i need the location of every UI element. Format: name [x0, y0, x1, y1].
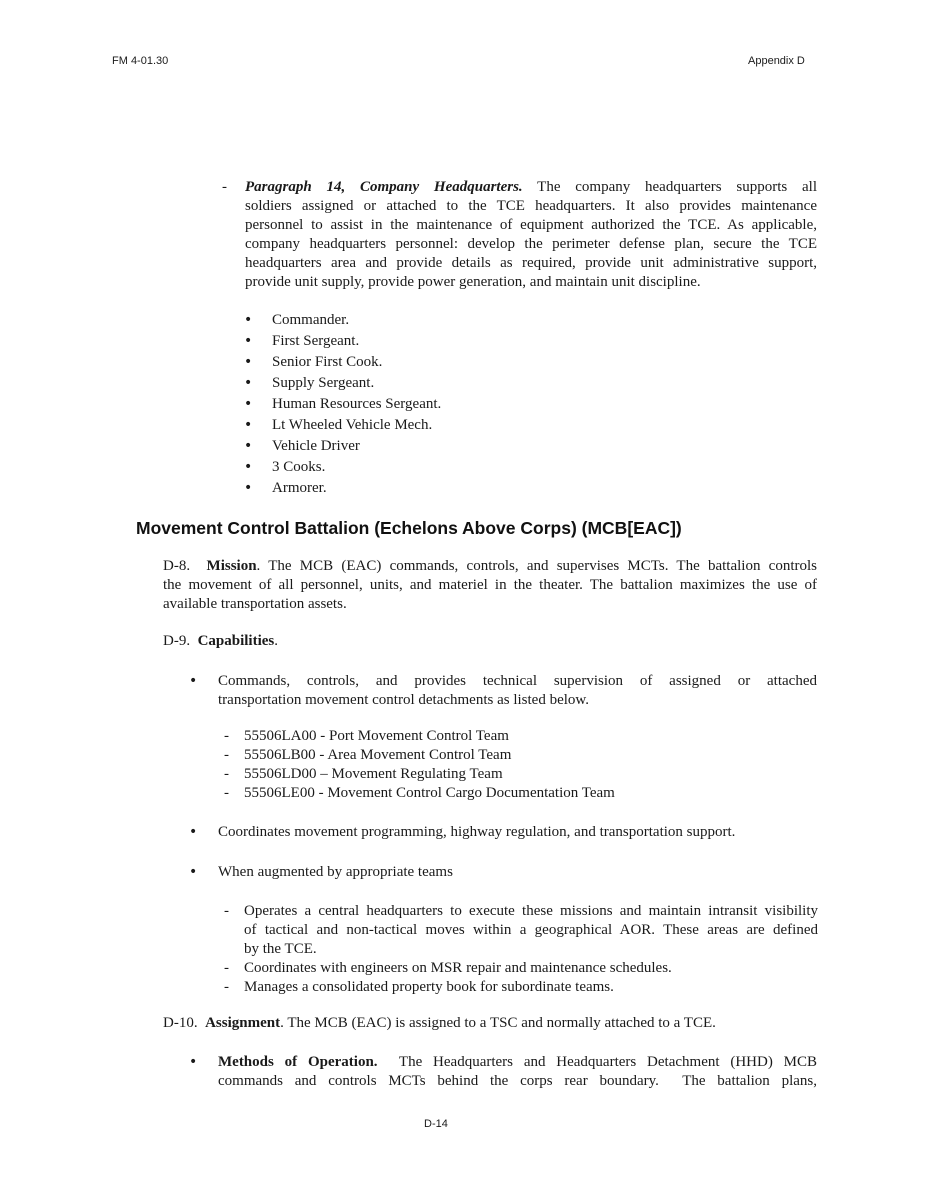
bullet-icon: • [189, 1054, 198, 1070]
bullet-icon: • [189, 864, 198, 880]
paragraph-label: Mission [206, 558, 257, 574]
list-item: - Coordinates with engineers on MSR repair and maintenance schedules. [222, 959, 818, 978]
paragraph-14: Paragraph 14, Company Headquarters. The company headquarters supports all soldiers assigned or attached to the TCE headquarters. It also provides maintenance personnel to assist in the maintenance of equipment authorized the TCE. As applicable, company headquarters personnel: develop the perimeter defense plan, secure the TCE headquarters area and provide details as required, provide unit administrative support, provide unit supply, provide power generation, and maintain unit discipline. [245, 179, 818, 290]
list-item: - 55506LD00 – Movement Regulating Team [222, 765, 615, 784]
paragraph-label: Assignment [205, 1015, 281, 1031]
team-list [222, 727, 615, 803]
capability-item: When augmented by appropriate teams [218, 864, 453, 880]
paragraph-label: Methods of Operation. [218, 1054, 378, 1070]
capability-item: Coordinates movement programming, highway regulation, and transportation support. [218, 824, 736, 840]
list-item: - Manages a consolidated property book for subordinate teams. [222, 978, 818, 997]
paragraph-d10: D-10. Assignment. The MCB (EAC) is assigned to a TSC and normally attached to a TCE. [163, 1015, 716, 1031]
paragraph-d8: D-8. Mission. The MCB (EAC) commands, controls, and supervises MCTs. The battalion controls the movement of all personnel, units, and materiel in the theater. The battalion maximizes the use of available transportation assets. [163, 558, 817, 612]
personnel-list [244, 310, 441, 499]
list-item: • Supply Sergeant. [244, 373, 441, 394]
paragraph-number: D-8. [163, 558, 191, 574]
running-header-right: Appendix D [748, 55, 805, 67]
paragraph-14-first-line: Paragraph 14, Company Headquarters. The company headquarters supports all [245, 179, 818, 195]
section-heading: Movement Control Battalion (Echelons Above Corps) (MCB[EAC]) [136, 518, 682, 538]
list-item: - 55506LE00 - Movement Control Cargo Documentation Team [222, 784, 615, 803]
list-item: • Vehicle Driver [244, 436, 441, 457]
list-item: • Human Resources Sergeant. [244, 394, 441, 415]
list-item: • 3 Cooks. [244, 457, 441, 478]
paragraph-number: D-9. [163, 633, 191, 649]
paragraph-number: D-10. [163, 1015, 198, 1031]
list-item: • Armorer. [244, 478, 441, 499]
capability-item: Commands, controls, and provides technical supervision of assigned or attached transportation movement control detachments as listed below. [218, 673, 817, 708]
paragraph-label: Capabilities [197, 633, 275, 649]
list-item: - 55506LB00 - Area Movement Control Team [222, 746, 615, 765]
list-item: • Senior First Cook. [244, 352, 441, 373]
list-item: - 55506LA00 - Port Movement Control Team [222, 727, 615, 746]
list-item: • Lt Wheeled Vehicle Mech. [244, 415, 441, 436]
page-number: D-14 [424, 1118, 448, 1130]
list-item: • Commander. [244, 310, 441, 331]
list-item: - Operates a central headquarters to execute these missions and maintain intransit visibility of tactical and non-tactical moves within a geographical AOR. These areas are defined by the TCE. [222, 902, 818, 959]
paragraph-dash: - [222, 179, 227, 195]
methods-of-operation: Methods of Operation. The Headquarters and Headquarters Detachment (HHD) MCB commands and controls MCTs behind the corps rear boundary. The battalion plans, [218, 1054, 817, 1089]
running-header-left: FM 4-01.30 [112, 55, 169, 67]
bullet-icon: • [189, 824, 198, 840]
bullet-icon: • [189, 673, 198, 689]
list-item: • First Sergeant. [244, 331, 441, 352]
paragraph-14-title: Paragraph 14, Company Headquarters. [245, 179, 523, 195]
paragraph-d9: D-9. Capabilities. [163, 633, 279, 649]
augmented-list [222, 902, 818, 997]
